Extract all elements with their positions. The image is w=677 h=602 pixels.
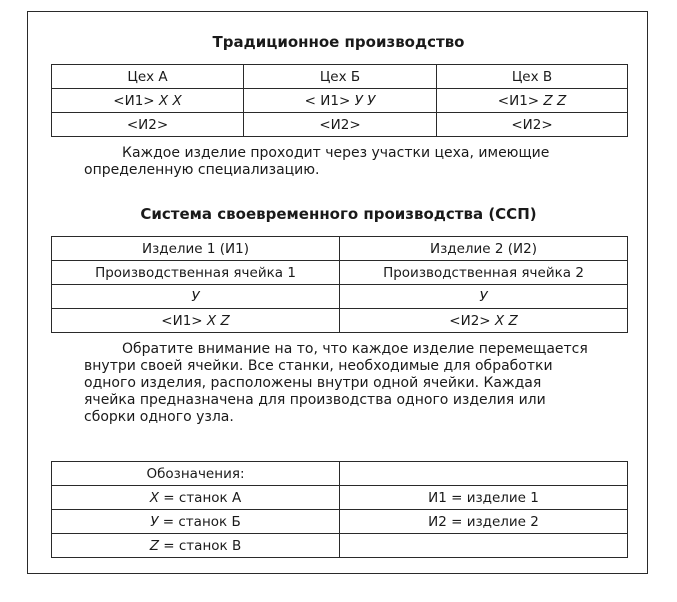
table-header-row bbox=[52, 237, 628, 261]
table-row bbox=[52, 261, 628, 285]
cell-production-cell-2: Производственная ячейка 2 bbox=[340, 261, 628, 285]
cell-shop-c-product1 bbox=[437, 89, 628, 113]
machine-symbols: X Z bbox=[206, 312, 230, 329]
table-row bbox=[52, 462, 628, 486]
legend-machine-z bbox=[52, 534, 340, 558]
product-code: < И1> bbox=[304, 92, 351, 109]
header-product-1: Изделие 1 (И1) bbox=[52, 237, 340, 261]
paragraph-line: ячейка предназначена для производства одного изделия или bbox=[84, 392, 546, 408]
table-row bbox=[52, 89, 628, 113]
header-shop-a: Цех А bbox=[52, 65, 244, 89]
cell-shop-a-product1 bbox=[52, 89, 244, 113]
cell-shop-b-product2: <И2> bbox=[244, 113, 437, 137]
machine-symbol: У bbox=[150, 513, 159, 530]
machine-symbol: X bbox=[149, 489, 159, 506]
header-shop-b: Цех Б bbox=[244, 65, 437, 89]
legend-machine-y bbox=[52, 510, 340, 534]
machine-symbols: X Z bbox=[494, 312, 518, 329]
traditional-table bbox=[51, 64, 628, 137]
cell-flow-product-2 bbox=[340, 309, 628, 333]
paragraph-line: одного изделия, расположены внутри одной ячейки. Каждая bbox=[84, 375, 542, 391]
jit-paragraph bbox=[84, 341, 624, 426]
table-row bbox=[52, 285, 628, 309]
header-shop-c: Цех В bbox=[437, 65, 628, 89]
machine-symbols: Z Z bbox=[543, 92, 567, 109]
cell-production-cell-1: Производственная ячейка 1 bbox=[52, 261, 340, 285]
paragraph-line: определенную специализацию. bbox=[84, 162, 320, 178]
legend-product-2: И2 = изделие 2 bbox=[340, 510, 628, 534]
section-title-jit: Система своевременного производства (ССП) bbox=[140, 205, 537, 223]
cell-machine-1: У bbox=[52, 285, 340, 309]
cell-machine-2: У bbox=[340, 285, 628, 309]
cell-shop-a-product2: <И2> bbox=[52, 113, 244, 137]
table-row bbox=[52, 534, 628, 558]
paragraph-line: Каждое изделие проходит через участки цеха, имеющие bbox=[122, 145, 550, 161]
cell-flow-product-1 bbox=[52, 309, 340, 333]
legend-title: Обозначения: bbox=[52, 462, 340, 486]
machine-definition: = станок В bbox=[163, 537, 242, 554]
traditional-paragraph bbox=[84, 145, 624, 179]
machine-symbols: У У bbox=[354, 92, 376, 109]
machine-symbols: X X bbox=[158, 92, 182, 109]
legend-machine-x bbox=[52, 486, 340, 510]
product-code: <И1> bbox=[161, 312, 203, 329]
machine-definition: = станок Б bbox=[162, 513, 241, 530]
cell-shop-b-product1 bbox=[244, 89, 437, 113]
machine-definition: = станок А bbox=[163, 489, 242, 506]
product-code: <И1> bbox=[497, 92, 540, 109]
product-code: <И1> bbox=[113, 92, 155, 109]
table-row bbox=[52, 486, 628, 510]
paragraph-line: сборки одного узла. bbox=[84, 409, 234, 425]
legend-table bbox=[51, 461, 628, 558]
cell-shop-c-product2: <И2> bbox=[437, 113, 628, 137]
table-row bbox=[52, 113, 628, 137]
legend-product-1: И1 = изделие 1 bbox=[340, 486, 628, 510]
table-row bbox=[52, 309, 628, 333]
table-header-row bbox=[52, 65, 628, 89]
jit-table bbox=[51, 236, 628, 333]
table-row bbox=[52, 510, 628, 534]
legend-empty-cell bbox=[340, 534, 628, 558]
section-title-traditional: Традиционное производство bbox=[212, 33, 465, 51]
paragraph-line: внутри своей ячейки. Все станки, необходимые для обработки bbox=[84, 358, 553, 374]
header-product-2: Изделие 2 (И2) bbox=[340, 237, 628, 261]
product-code: <И2> bbox=[449, 312, 491, 329]
machine-symbol: Z bbox=[149, 537, 159, 554]
paragraph-line: Обратите внимание на то, что каждое изделие перемещается bbox=[122, 341, 588, 357]
legend-empty-cell bbox=[340, 462, 628, 486]
